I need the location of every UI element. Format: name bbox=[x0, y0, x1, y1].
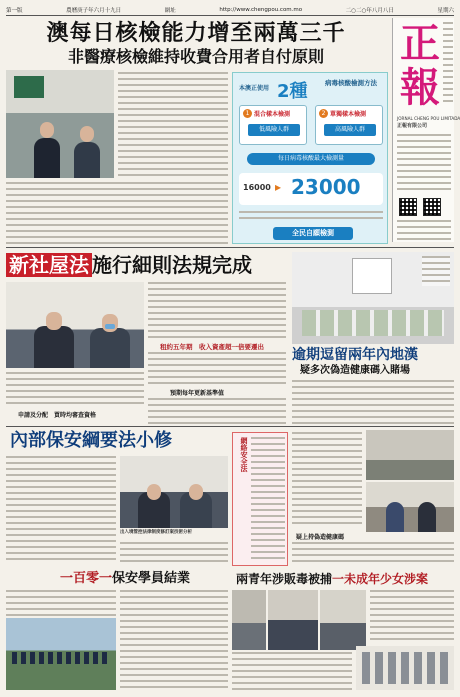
main-headline: 澳每日核檢能力增至兩萬三千 bbox=[46, 20, 346, 46]
face-mask bbox=[105, 324, 115, 329]
method1-title: 混合樣本檢測 bbox=[254, 111, 291, 118]
person-head bbox=[80, 126, 94, 142]
method1-card bbox=[239, 105, 307, 145]
security-photo bbox=[120, 456, 228, 528]
housing-caption-lines bbox=[6, 372, 144, 406]
evidence-photo bbox=[292, 252, 454, 344]
mid-right-text-bottom bbox=[292, 542, 454, 566]
person-figure bbox=[34, 326, 74, 368]
drug-evidence-photo bbox=[356, 646, 454, 690]
page-number: 第一版 bbox=[6, 7, 23, 14]
masthead-contact-lines bbox=[397, 220, 451, 240]
drug-text-right bbox=[370, 590, 454, 642]
police-board bbox=[352, 258, 392, 294]
method2-sub: 高風險人群 bbox=[324, 124, 376, 136]
person-figure bbox=[386, 502, 404, 532]
arrow-right-icon: ▸ bbox=[275, 180, 282, 194]
website-url: http://www.chengpou.com.mo bbox=[219, 6, 303, 13]
person-head bbox=[40, 122, 54, 138]
person-figure bbox=[90, 328, 130, 368]
drug-photo-1 bbox=[232, 590, 266, 650]
graduation-headline bbox=[60, 570, 230, 588]
top-story-text-col2 bbox=[118, 72, 228, 178]
graduation-photo bbox=[6, 618, 116, 690]
drug-headline-main: 兩青年涉販毒被捕 bbox=[236, 572, 333, 586]
housing-text-bottom bbox=[148, 398, 286, 424]
qr-code-icon bbox=[399, 198, 417, 216]
drug-evidence-items bbox=[362, 652, 448, 684]
side-notice-text bbox=[251, 437, 285, 563]
capacity-label: 每日病毒核酸最大檢測量 bbox=[247, 153, 375, 165]
housing-text-mid bbox=[148, 352, 286, 386]
person-figure bbox=[74, 142, 100, 178]
mid-right-subhead: 疑上持偽造健康碼 bbox=[296, 534, 345, 541]
capacity-box bbox=[239, 173, 383, 205]
covid-text bbox=[292, 380, 454, 424]
graduation-headline-rest: 保安學員結業 bbox=[112, 571, 191, 586]
person-head bbox=[189, 484, 203, 500]
weekday: 星期六 bbox=[437, 7, 454, 14]
method2-number: 2 bbox=[319, 109, 328, 118]
housing-subhead-2: 預期每年更新基準值 bbox=[170, 390, 225, 397]
testing-infographic bbox=[232, 72, 388, 244]
drug-text-bottom bbox=[232, 652, 352, 690]
info-title-small: 本澳正使用 bbox=[239, 85, 270, 92]
website-label: 網址 bbox=[164, 7, 176, 14]
housing-photo bbox=[6, 282, 144, 368]
evidence-caption bbox=[422, 256, 450, 286]
newspaper-logo: 正報 bbox=[400, 20, 440, 111]
side-notice-box bbox=[232, 432, 288, 566]
drug-headline-rest: 一未成年少女涉案 bbox=[332, 572, 429, 586]
security-text-col1 bbox=[6, 456, 116, 564]
method2-title: 單獨樣本檢測 bbox=[330, 111, 367, 118]
drug-photo-2 bbox=[268, 590, 318, 650]
info-cta: 全民自願檢測 bbox=[273, 227, 353, 240]
masthead-english: JORNAL CHENG POU LIMITADA bbox=[397, 116, 460, 121]
masthead-info-lines bbox=[397, 134, 451, 194]
masthead-side-text bbox=[443, 22, 453, 102]
top-story-photo bbox=[6, 70, 114, 178]
security-headline: 內部保安綱要法小修 bbox=[10, 430, 172, 451]
info-title-right: 病毒核酸檢測方法 bbox=[325, 79, 377, 87]
security-text-col2 bbox=[120, 542, 228, 564]
security-photo-caption: 出入境管控法律制度修訂案技術分析 bbox=[120, 530, 192, 535]
section-divider bbox=[6, 247, 454, 248]
housing-subhead-3: 申請及分配 買時均審查資格 bbox=[18, 412, 97, 419]
hotel-photo bbox=[366, 430, 454, 480]
housing-headline bbox=[6, 252, 286, 278]
evidence-cards bbox=[302, 310, 444, 336]
masthead bbox=[392, 18, 460, 242]
method2-card bbox=[315, 105, 383, 145]
page-top-bar bbox=[6, 4, 454, 16]
capacity-from: 16000 bbox=[243, 183, 271, 192]
graduation-text bbox=[6, 590, 116, 616]
mid-right-text bbox=[292, 432, 362, 528]
graduates-row bbox=[12, 652, 110, 664]
person-head bbox=[46, 312, 62, 330]
qr-code-icon bbox=[423, 198, 441, 216]
issue-date: 二○二○年八月八日 bbox=[345, 7, 394, 14]
corridor-photo bbox=[366, 482, 454, 532]
masthead-company: 正報有限公司 bbox=[397, 123, 428, 129]
person-head bbox=[102, 314, 118, 332]
drug-headline bbox=[236, 570, 454, 588]
info-note-lines bbox=[239, 211, 383, 223]
section-divider bbox=[6, 426, 454, 427]
side-notice-title: 網絡安全法 bbox=[240, 437, 248, 472]
graduation-text-col2 bbox=[120, 590, 228, 690]
housing-headline-red: 新社屋法 bbox=[6, 253, 92, 277]
method1-sub: 低風險人群 bbox=[248, 124, 300, 136]
info-big-number: 2種 bbox=[277, 81, 308, 102]
drug-photo-3 bbox=[320, 590, 366, 650]
housing-text-top bbox=[148, 282, 286, 338]
person-figure bbox=[34, 138, 60, 178]
graduation-headline-red: 一百零一 bbox=[60, 571, 113, 586]
sub-headline: 非醫療核檢維持收費合用者自付原則 bbox=[67, 47, 324, 66]
method1-number: 1 bbox=[243, 109, 252, 118]
sign-board bbox=[14, 76, 44, 98]
capacity-to: 23000 bbox=[291, 175, 361, 199]
top-story-text-bottom bbox=[6, 182, 228, 244]
person-head bbox=[147, 484, 161, 500]
housing-subhead: 租約五年期 收入資產超一倍要遷出 bbox=[160, 343, 264, 351]
covid-subheadline: 疑多次偽造健康碼入賭場 bbox=[300, 365, 410, 376]
lunar-date: 農曆庚子年六月十九日 bbox=[66, 7, 122, 14]
person-figure bbox=[418, 502, 436, 532]
housing-headline-rest: 施行細則法規完成 bbox=[92, 253, 252, 277]
covid-headline: 逾期逗留兩年內地漢 bbox=[292, 347, 418, 363]
